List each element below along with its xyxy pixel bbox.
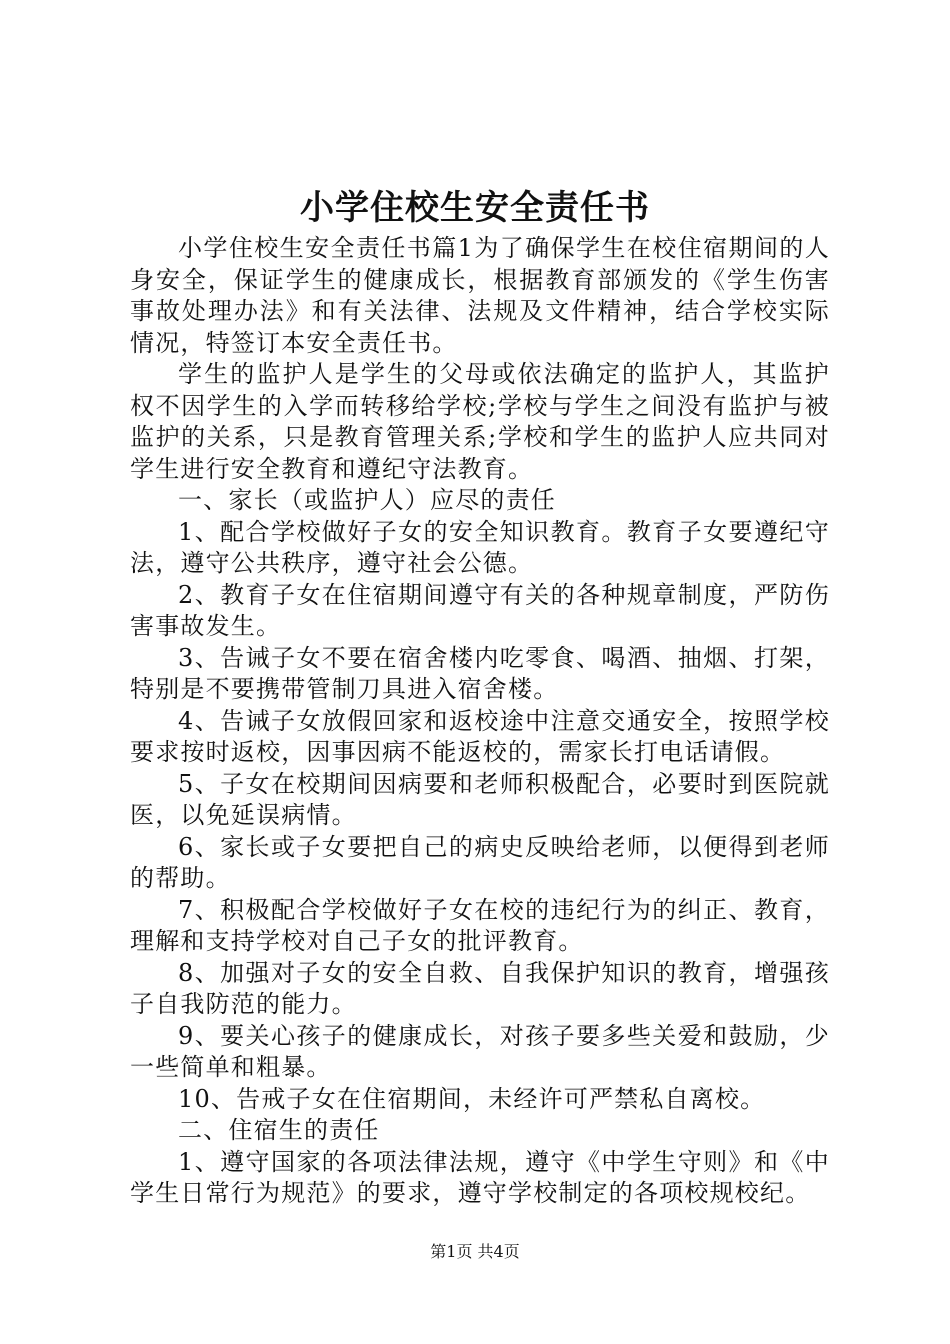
list-item: 4、告诫子女放假回家和返校途中注意交通安全，按照学校要求按时返校，因事因病不能返校的，需家长打电话请假。 — [130, 706, 830, 766]
page-number-footer: 第1页 共4页 — [430, 1242, 520, 1261]
list-item: 5、子女在校期间因病要和老师积极配合，必要时到医院就医，以免延误病情。 — [130, 769, 830, 829]
document-body — [130, 233, 830, 1210]
list-item: 7、积极配合学校做好子女在校的违纪行为的纠正、教育，理解和支持学校对自己子女的批评教育。 — [130, 895, 830, 955]
list-item: 6、家长或子女要把自己的病史反映给老师，以便得到老师的帮助。 — [130, 832, 830, 892]
list-item: 1、遵守国家的各项法律法规，遵守《中学生守则》和《中学生日常行为规范》的要求，遵守学校制定的各项校规校纪。 — [130, 1147, 830, 1207]
list-item: 9、要关心孩子的健康成长，对孩子要多些关爱和鼓励，少一些简单和粗暴。 — [130, 1021, 830, 1081]
list-item: 10、告戒子女在住宿期间，未经许可严禁私自离校。 — [178, 1084, 766, 1113]
list-item: 2、教育子女在住宿期间遵守有关的各种规章制度，严防伤害事故发生。 — [130, 580, 830, 640]
paragraph-guardian: 学生的监护人是学生的父母或依法确定的监护人，其监护权不因学生的入学而转移给学校;学校与学生之间没有监护与被监护的关系，只是教育管理关系;学校和学生的监护人应共同对学生进行安全教育和遵纪守法教育。 — [130, 360, 830, 483]
paragraph-intro: 小学住校生安全责任书篇1为了确保学生在校住宿期间的人身安全，保证学生的健康成长，根据教育部颁发的《学生伤害事故处理办法》和有关法律、法规及文件精神，结合学校实际情况，特签订本安全责任书。 — [130, 234, 830, 357]
section-heading-student-duties: 二、住宿生的责任 — [178, 1116, 380, 1144]
list-item: 1、配合学校做好子女的安全知识教育。教育子女要遵纪守法，遵守公共秩序，遵守社会公德。 — [130, 517, 830, 577]
section-heading-parent-duties: 一、家长（或监护人）应尽的责任 — [178, 486, 556, 514]
list-item: 8、加强对子女的安全自救、自我保护知识的教育，增强孩子自我防范的能力。 — [130, 958, 830, 1018]
list-item: 3、告诫子女不要在宿舍楼内吃零食、喝酒、抽烟、打架，特别是不要携带管制刀具进入宿舍楼。 — [130, 643, 830, 703]
document-title: 小学住校生安全责任书 — [300, 188, 650, 228]
